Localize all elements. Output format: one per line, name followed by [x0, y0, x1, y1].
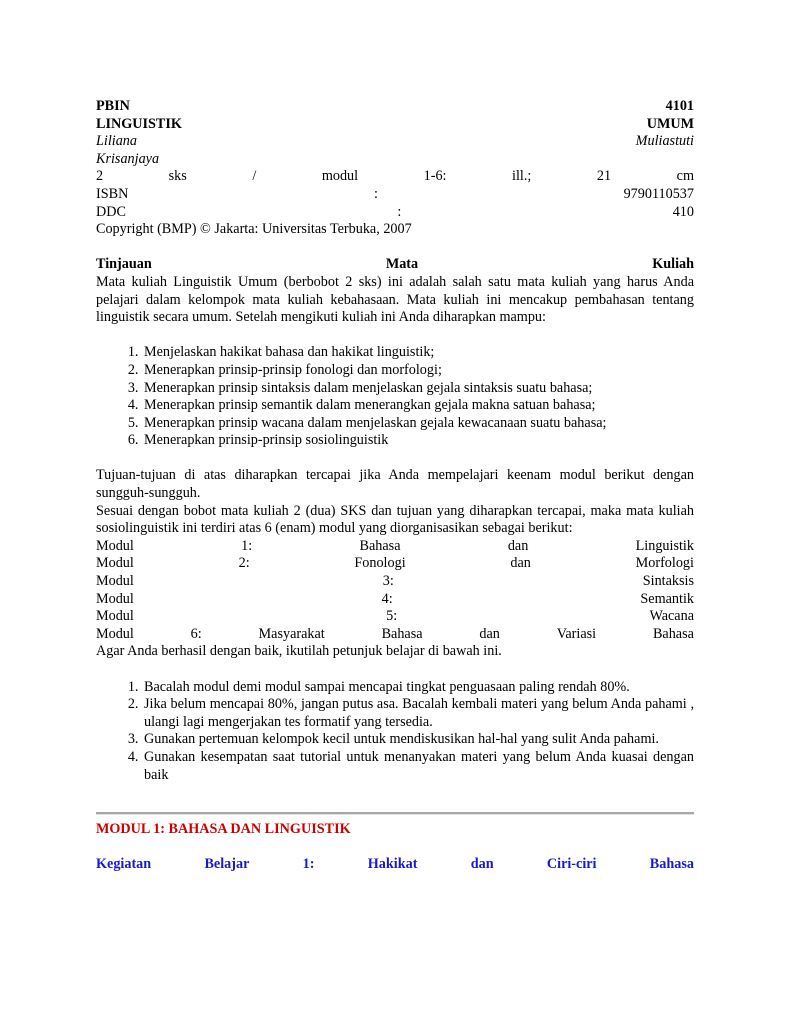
- list-item: 4. Menerapkan prinsip semantik dalam menerangkan gejala makna satuan bahasa;: [142, 397, 694, 415]
- kegiatan-word: 1:: [302, 856, 315, 873]
- kegiatan-word: Kegiatan: [96, 856, 152, 873]
- tinjauan-heading: [96, 256, 694, 274]
- kegiatan-word: Hakikat: [367, 856, 418, 873]
- list-item: 3. Menerapkan prinsip sintaksis dalam menjelaskan gejala sintaksis suatu bahasa;: [142, 380, 694, 398]
- module-word: Bahasa: [652, 625, 694, 642]
- course-title-line: [96, 116, 694, 134]
- goals-list: [96, 344, 694, 450]
- kegiatan-belajar-heading: [96, 856, 694, 874]
- module-word: Variasi: [556, 625, 597, 642]
- spec-word: sks: [168, 168, 187, 185]
- spec-word: ill.;: [512, 168, 532, 185]
- spec-word: 1-6:: [423, 168, 447, 185]
- document-page: [96, 98, 694, 874]
- course-code-number: 4101: [665, 98, 694, 114]
- list-item: 2. Menerapkan prinsip-prinsip fonologi dan morfologi;: [142, 362, 694, 380]
- spec-word: modul: [321, 168, 359, 185]
- isbn-value: 9790110537: [623, 185, 694, 202]
- isbn-colon: :: [373, 185, 378, 202]
- module-word: Modul: [96, 625, 134, 642]
- paragraph: Sesuai dengan bobot mata kuliah 2 (dua) SKS dan tujuan yang diharapkan tercapai, maka mata kuliah sosiolinguistik ini terdiri atas 6 (enam) modul yang diorganisasikan sebagai berikut:: [96, 502, 694, 537]
- isbn-line: [96, 186, 694, 204]
- author-name-2: Muliastuti: [635, 133, 694, 150]
- module-row: [96, 626, 694, 644]
- kegiatan-word: dan: [470, 856, 494, 873]
- course-title-part1: LINGUISTIK: [96, 115, 182, 132]
- module-row: [96, 555, 694, 573]
- module-word: dan: [507, 537, 529, 554]
- author-line-2: [96, 151, 694, 169]
- module-word: Modul: [96, 590, 134, 607]
- module-row: [96, 538, 694, 556]
- module-word: Modul: [96, 537, 134, 554]
- list-item: 4. Gunakan kesempatan saat tutorial untuk menanyakan materi yang belum Anda kuasai dengan baik: [142, 749, 694, 784]
- module-word: 2:: [238, 555, 250, 572]
- module-word: Bahasa: [359, 537, 401, 554]
- section-divider: [96, 812, 694, 815]
- module-word: 5:: [386, 608, 398, 625]
- tinjauan-heading-word: Mata: [385, 256, 419, 273]
- kegiatan-word: Ciri-ciri: [546, 856, 597, 873]
- author-name-3: Krisanjaya: [96, 150, 160, 167]
- tinjauan-heading-word: Tinjauan: [96, 256, 152, 273]
- spec-word: 21: [596, 168, 612, 185]
- ddc-line: [96, 204, 694, 222]
- module-word: Linguistik: [635, 537, 694, 554]
- module-word: Wacana: [649, 608, 694, 625]
- module-word: Sintaksis: [642, 573, 694, 590]
- kegiatan-word: Belajar: [204, 856, 250, 873]
- course-title-part2: UMUM: [646, 115, 694, 132]
- isbn-label: ISBN: [96, 185, 129, 202]
- ddc-colon: :: [397, 203, 402, 220]
- kegiatan-word: Bahasa: [649, 856, 694, 873]
- list-item: 1. Bacalah modul demi modul sampai mencapai tingkat penguasaan paling rendah 80%.: [142, 679, 694, 697]
- ddc-label: DDC: [96, 203, 126, 220]
- module-word: Masyarakat: [258, 625, 325, 642]
- tinjauan-heading-word: Kuliah: [652, 256, 694, 273]
- module-word: 1:: [241, 537, 253, 554]
- module-word: Modul: [96, 573, 134, 590]
- module-row: [96, 573, 694, 591]
- list-item: 5. Menerapkan prinsip wacana dalam menjelaskan gejala kewacanaan suatu bahasa;: [142, 415, 694, 433]
- ddc-value: 410: [672, 203, 694, 220]
- module-word: Modul: [96, 608, 134, 625]
- intro-paragraph: Mata kuliah Linguistik Umum (berbobot 2 sks) ini adalah salah satu mata kuliah yang harus Anda pelajari dalam kelompok mata kuliah kebahasaan. Mata kuliah ini mencakup pembahasan tentang linguistik secara umum. Setelah mengikuti kuliah ini Anda diharapkan mampu:: [96, 273, 694, 326]
- module-word: Morfologi: [635, 555, 694, 572]
- paragraph: Tujuan-tujuan di atas diharapkan tercapai jika Anda mempelajari keenam modul berikut dengan sungguh-sungguh.: [96, 467, 694, 502]
- list-item: 2. Jika belum mencapai 80%, jangan putus asa. Bacalah kembali materi yang belum Anda pahami , ulangi lagi mengerjakan tes formatif yang tersedia.: [142, 696, 694, 731]
- module-word: 6:: [190, 625, 202, 642]
- module-word: dan: [510, 555, 531, 572]
- copyright-line: Copyright (BMP) © Jakarta: Universitas Terbuka, 2007: [96, 221, 412, 238]
- author-line: [96, 133, 694, 151]
- modul-title: MODUL 1: BAHASA DAN LINGUISTIK: [96, 821, 351, 838]
- list-item: 6. Menerapkan prinsip-prinsip sosiolinguistik: [142, 432, 694, 450]
- list-item: 3. Gunakan pertemuan kelompok kecil untuk mendiskusikan hal-hal yang sulit Anda pahami.: [142, 731, 694, 749]
- module-word: 3:: [382, 573, 394, 590]
- module-word: 4:: [381, 590, 393, 607]
- course-code-prefix: PBIN: [96, 98, 130, 114]
- module-row: [96, 591, 694, 609]
- author-name-1: Liliana: [96, 133, 137, 150]
- tips-list: [96, 679, 694, 785]
- spec-word: cm: [676, 168, 694, 185]
- spec-word: 2: [96, 168, 104, 185]
- module-word: Bahasa: [381, 625, 423, 642]
- paragraph: Agar Anda berhasil dengan baik, ikutilah petunjuk belajar di bawah ini.: [96, 643, 502, 660]
- module-word: Fonologi: [354, 555, 406, 572]
- module-word: Modul: [96, 555, 134, 572]
- module-word: dan: [479, 625, 500, 642]
- course-code-line: [96, 98, 694, 116]
- list-item: 1. Menjelaskan hakikat bahasa dan hakikat linguistik;: [142, 344, 694, 362]
- course-spec-line: [96, 168, 694, 186]
- module-row: [96, 608, 694, 626]
- module-word: Semantik: [640, 590, 694, 607]
- spec-word: /: [252, 168, 257, 185]
